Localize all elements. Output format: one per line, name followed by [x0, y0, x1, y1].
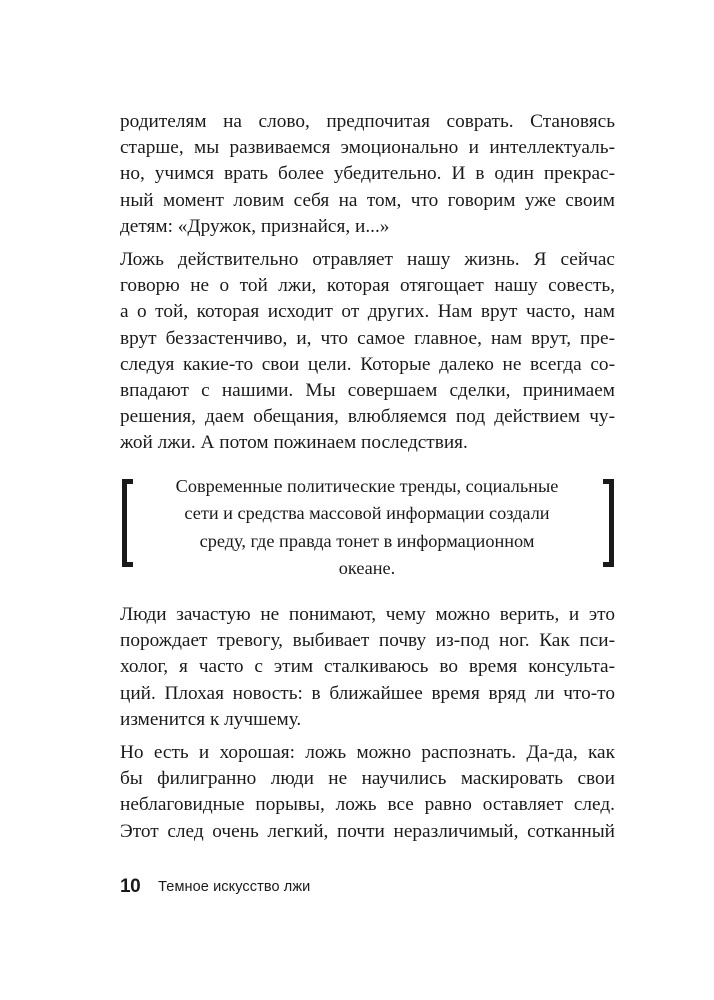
paragraph-3 [120, 602, 615, 733]
quote-line: океане. [338, 558, 396, 579]
text-line: Этот след очень легкий, почти неразличимый, сотканный [120, 820, 615, 842]
pull-quote [118, 469, 616, 579]
paragraph-2 [120, 247, 615, 457]
text-line: порождает тревогу, выбивает почву из-под ног. Как пси- [120, 630, 615, 652]
text-line: ный момент ловим себя на том, что говорим уже своим [120, 189, 615, 211]
text-line: говорю не о той лжи, которая отягощает нашу совесть, [120, 275, 615, 297]
text-line: Ложь действительно отравляет нашу жизнь. Я сейчас [120, 249, 615, 270]
quote-line: Современные политические тренды, социальные [175, 476, 559, 496]
text-line: ций. Плохая новость: в ближайшее время вряд ли что-то [120, 682, 615, 704]
text-line: врут беззастенчиво, и, что самое главное, нам врут, пре- [120, 327, 615, 349]
text-line: а о той, которая исходит от других. Нам врут часто, нам [120, 301, 615, 323]
page-footer [120, 874, 310, 900]
text-line: детям: «Дружок, признайся, и...» [120, 215, 390, 237]
running-title: Темное искусство лжи [158, 879, 311, 895]
text-line: старше, мы развиваемся эмоционально и интеллектуаль- [120, 137, 615, 159]
paragraph-4 [120, 740, 615, 845]
text-line: впадают с нашими. Мы совершаем сделки, принимаем [120, 379, 615, 401]
quote-line: среду, где правда тонет в информационном [199, 530, 535, 551]
left-bracket-icon [122, 479, 133, 567]
text-line: родителям на слово, предпочитая соврать. Становясь [120, 111, 615, 132]
page-number: 10 [120, 876, 141, 897]
right-bracket-icon [603, 479, 614, 567]
quote-line: сети и средства массовой информации создали [184, 503, 550, 524]
text-line: неблаговидные порывы, ложь все равно оставляет след. [120, 794, 615, 816]
text-line: холог, я часто с этим сталкиваюсь во время консульта- [120, 656, 615, 678]
text-line: решения, даем обещания, влюбляемся под действием чу- [120, 406, 615, 428]
text-line: изменится к лучшему. [120, 708, 302, 730]
text-line: но, учимся врать более убедительно. И в один прекрас- [120, 163, 615, 185]
pull-quote-text [144, 473, 590, 583]
text-line: бы филигранно люди не научились маскировать свои [120, 768, 615, 790]
text-line: следуя какие-то свои цели. Которые далеко не всегда со- [120, 353, 615, 375]
text-line: жой лжи. А потом пожинаем последствия. [120, 432, 468, 454]
text-line: Люди зачастую не понимают, чему можно верить, и это [120, 604, 615, 625]
paragraph-1 [120, 109, 615, 240]
text-line: Но есть и хорошая: ложь можно распознать. Да-да, как [120, 742, 615, 763]
